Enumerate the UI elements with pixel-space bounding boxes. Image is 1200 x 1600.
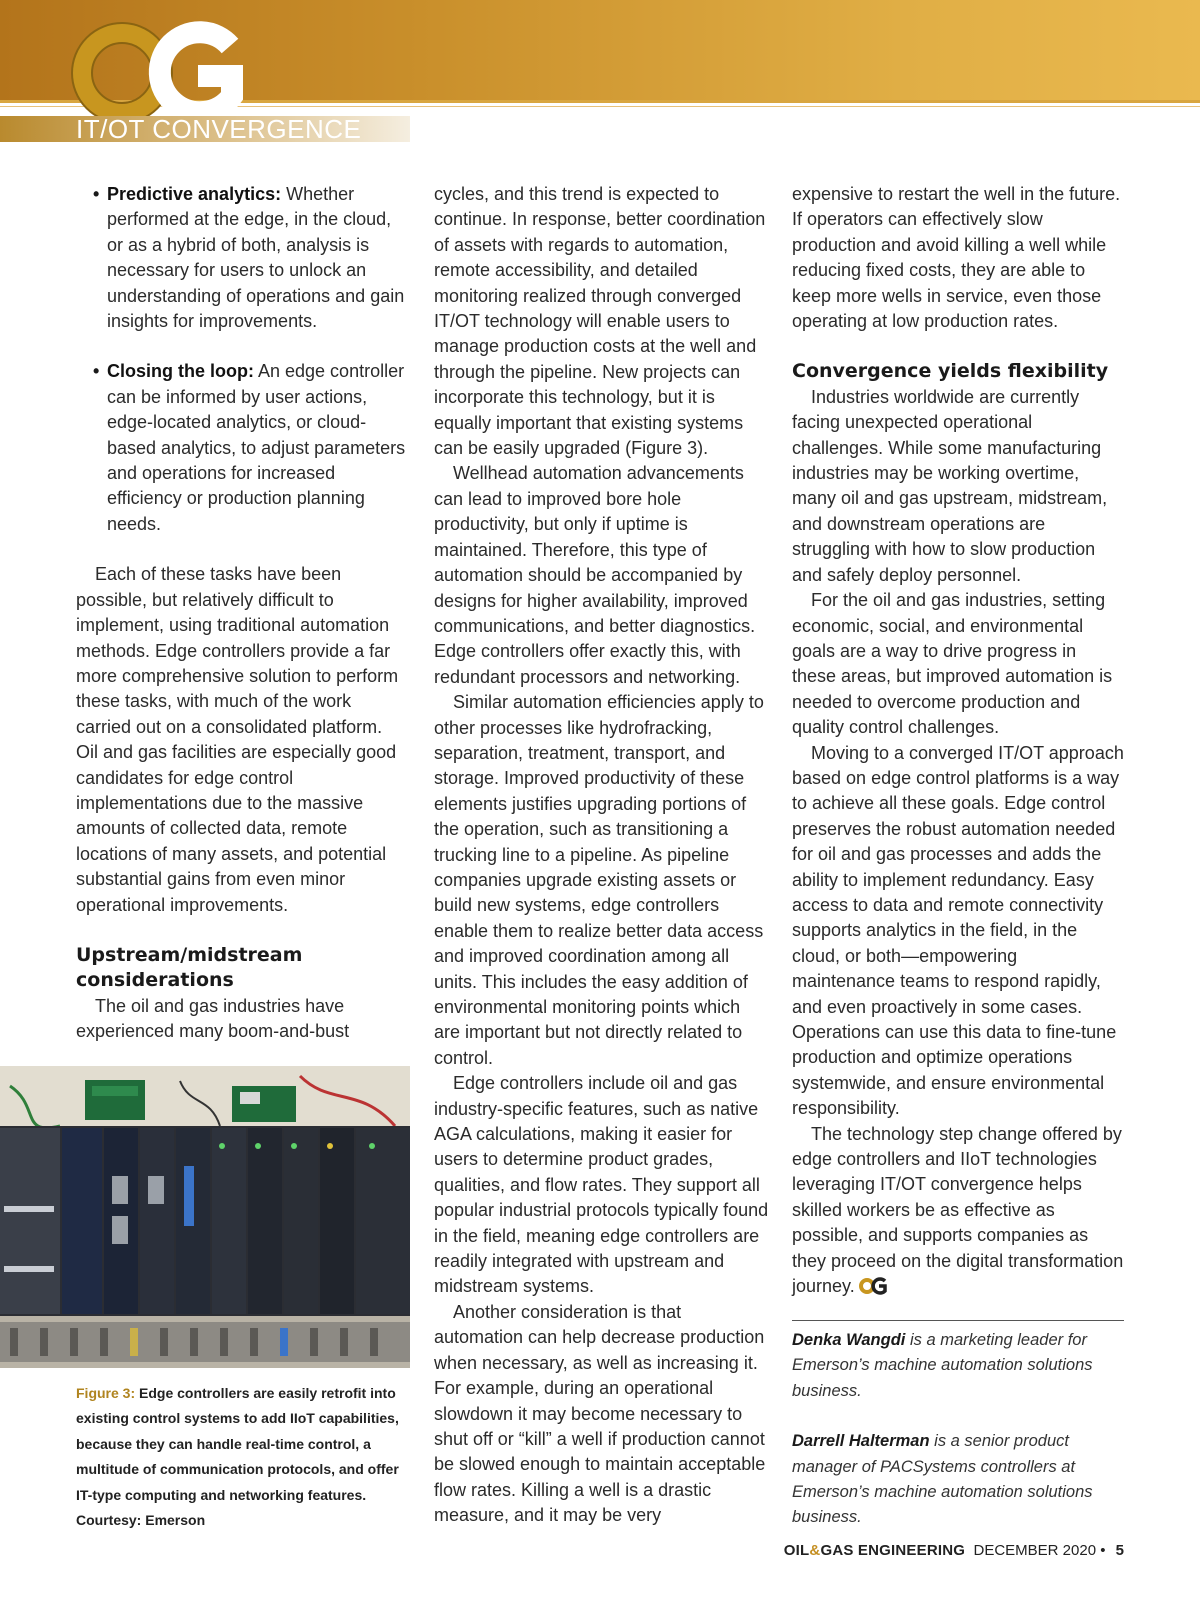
paragraph: Each of these tasks have been possible, but relatively difficult to implement, using traditional automation methods. Edge controllers provide a far more comprehensive solution to perform these tasks, with much of the work carried out on a consolidated platform. Oil and gas facilities are especially good candidates for edge control implementations due to the massive amounts of collected data, remote locations of many assets, and potential substantial gains from even minor operational improvements. bbox=[76, 564, 399, 915]
paragraph-text: The technology step change offered by edge controllers and IIoT technologies leveraging IT/OT convergence helps skilled workers be as effective as possible, and supports companies as they proceed on the digital transformation journey. bbox=[792, 1123, 1124, 1297]
bullet-title: Predictive analytics: bbox=[107, 184, 282, 204]
footer-separator: • bbox=[1100, 1542, 1106, 1559]
column-1 bbox=[76, 182, 408, 1045]
bullet-text: Whether performed at the edge, in the cloud, or as a hybrid of both, analysis is necessary for users to unlock an understanding of operations and gain insights for improvements. bbox=[107, 184, 405, 332]
brand-amp: & bbox=[809, 1542, 821, 1559]
paragraph: expensive to restart the well in the future. If operators can effectively slow production and avoid killing a well while reducing fixed costs, they are able to keep more wells in service, even those operating at low production rates. bbox=[792, 184, 1121, 332]
column-3 bbox=[792, 182, 1124, 1299]
figure-label: Figure 3: bbox=[76, 1385, 136, 1401]
author-bio bbox=[792, 1328, 1128, 1404]
paragraph: Another consideration is that automation can help decrease production when necessary, as well as increasing it. For example, during an operational slowdown it may become necessary to shut off or “kill” a well if production cannot be slowed enough to maintain acceptable flow rates. Killing a well is a drastic measure, and it may be very bbox=[434, 1301, 766, 1526]
paragraph: Similar automation efficiencies apply to other processes like hydrofracking, separation, treatment, transport, and storage. Improved productivity of these elements justifies upgrading portions of the operation, such as transitioning a trucking line to a pipeline. As pipeline companies upgrade existing assets or build new systems, edge controllers enable them to realize better data access and improved coordination among all units. This includes the easy addition of environmental monitoring points which are important but not directly related to control. bbox=[434, 692, 764, 1068]
section-label: IT/OT CONVERGENCE bbox=[76, 114, 362, 144]
bullet-title: Closing the loop: bbox=[107, 361, 254, 382]
brand-oil: OIL bbox=[783, 1542, 810, 1559]
paragraph: cycles, and this trend is expected to continue. In response, better coordination of assets with regards to automation, remote accessibility, and detailed monitoring realized through converged IT/OT technology will enable users to manage production costs at the well and through the pipeline. New projects can incorporate this technology, but it is equally important that existing systems can be easily upgraded (Figure 3). bbox=[434, 184, 766, 459]
column-2 bbox=[434, 182, 770, 1529]
bullet-item bbox=[76, 359, 408, 537]
page-number: 5 bbox=[1115, 1542, 1124, 1559]
paragraph: Edge controllers include oil and gas industry-specific features, such as native AGA calculations, making it easier for users to determine product grades, qualities, and flow rates. They support all popular industrial protocols typically found in the field, meaning edge controllers are readily integrated with upstream and midstream systems. bbox=[434, 1073, 769, 1297]
brand-gas: GAS ENGINEERING bbox=[820, 1542, 966, 1559]
author-name: Denka Wangdi bbox=[792, 1331, 906, 1349]
og-logo bbox=[70, 18, 250, 128]
author-name: Darrell Halterman bbox=[792, 1432, 930, 1451]
figure-photo bbox=[0, 1066, 410, 1368]
author-bio bbox=[792, 1429, 1128, 1531]
bullet-text: An edge controller can be informed by user actions, edge-located analytics, or cloud-based analytics, to adjust parameters and operations for increased efficiency or production planning needs. bbox=[107, 361, 406, 534]
author-bios bbox=[792, 1328, 1128, 1556]
paragraph: Wellhead automation advancements can lead to improved bore hole productivity, but only if uptime is maintained. Therefore, this type of automation should be accompanied by designs for higher availability, improved communications, and better diagnostics. Edge controllers offer exactly this, with redundant processors and networking. bbox=[434, 463, 756, 687]
publication-name bbox=[784, 1542, 965, 1559]
bullet-list bbox=[76, 182, 408, 537]
paragraph: Industries worldwide are currently facing unexpected operational challenges. While some manufacturing industries may be working overtime, many oil and gas upstream, midstream, and downstream operations are struggling with how to slow production and safely deploy personnel. bbox=[792, 386, 1108, 585]
section-heading: Upstream/midstream considerations bbox=[76, 943, 303, 992]
author-bio-text: is a senior product manager of PACSystems controllers at Emerson’s machine automation solutions business. bbox=[792, 1432, 1093, 1527]
bullet-item bbox=[76, 182, 408, 334]
figure-caption bbox=[76, 1381, 412, 1533]
section-heading: Convergence yields flexibility bbox=[792, 360, 1109, 383]
page-footer bbox=[784, 1542, 1124, 1559]
bio-divider bbox=[792, 1320, 1124, 1321]
paragraph: Moving to a converged IT/OT approach based on edge control platforms is a way to achieve all these goals. Edge control preserves the robust automation needed for oil and gas processes and adds the ability to implement redundancy. Easy access to data and remote connectivity supports analytics in the field, in the cloud, or both—empowering maintenance teams to respond rapidly, and even proactively in some cases. Operations can use this data to fine-tune production and optimize operations systemwide, and ensure environmental responsibility. bbox=[792, 742, 1124, 1119]
paragraph bbox=[792, 1122, 1124, 1300]
author-bio-text: is a marketing leader for Emerson’s machine automation solutions business. bbox=[792, 1331, 1093, 1400]
figure-caption-text: Edge controllers are easily retrofit into existing control systems to add IIoT capabilities, because they can handle real-time control, a multitude of communication protocols, and offer IT-type computing and networking features. Courtesy: Emerson bbox=[76, 1385, 399, 1529]
paragraph: The oil and gas industries have experienced many boom-and-bust bbox=[76, 995, 350, 1042]
og-end-mark-icon bbox=[859, 1277, 887, 1295]
paragraph: For the oil and gas industries, setting economic, social, and environmental goals are a way to drive progress in these areas, but improved automation is needed to overcome production and quality control challenges. bbox=[792, 590, 1113, 738]
issue-date: DECEMBER 2020 bbox=[973, 1542, 1097, 1559]
